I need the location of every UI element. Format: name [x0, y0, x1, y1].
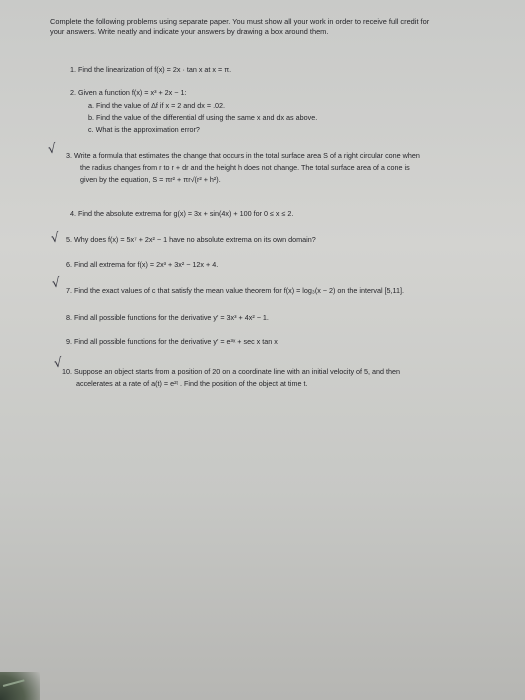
- problem-10-line-1: 10. Suppose an object starts from a position of 20 on a coordinate line with an initial velocity of 5, and then: [62, 367, 401, 376]
- checkmark-10: √: [52, 355, 64, 372]
- problem-5: 5. Why does f(x) = 5x⁷ + 2x² − 1 have no absolute extrema on its own domain?: [66, 235, 316, 244]
- problem-1: 1. Find the linearization of f(x) = 2x · tan x at x = π.: [70, 65, 232, 74]
- problem-3-line-1: 3. Write a formula that estimates the change that occurs in the total surface area S of a right circular cone when: [66, 151, 420, 160]
- problem-3-line-3: given by the equation, S = πr² + πr√(r² + h²).: [80, 175, 221, 184]
- problem-2a: a. Find the value of Δf if x = 2 and dx = .02.: [88, 101, 226, 110]
- problem-7: 7. Find the exact values of c that satisfy the mean value theorem for f(x) = log₃(x − 2) on the interval [5,11].: [66, 286, 404, 295]
- problem-6: 6. Find all extrema for f(x) = 2x³ + 3x² − 12x + 4.: [66, 260, 219, 269]
- problem-2b: b. Find the value of the differential df using the same x and dx as above.: [88, 113, 318, 122]
- problem-10-line-2: accelerates at a rate of a(t) = e²ᵗ . Find the position of the object at time t.: [76, 379, 308, 388]
- problem-2c: c. What is the approximation error?: [88, 125, 200, 134]
- problem-8: 8. Find all possible functions for the derivative y′ = 3x³ + 4x² − 1.: [66, 313, 269, 322]
- checkmark-7: √: [50, 275, 62, 292]
- problem-2: 2. Given a function f(x) = x³ + 2x − 1:: [70, 88, 187, 97]
- problem-3-line-2: the radius changes from r to r + dr and the height h does not change. The total surface area of a cone is: [80, 163, 410, 172]
- problem-4: 4. Find the absolute extrema for g(x) = 3x + sin(4x) + 100 for 0 ≤ x ≤ 2.: [70, 209, 294, 218]
- instructions-line-1: Complete the following problems using separate paper. You must show all your work in order to receive full credit for: [50, 17, 430, 26]
- checkmark-3: √: [46, 141, 58, 158]
- problem-9: 9. Find all possible functions for the derivative y′ = e³ˣ + sec x tan x: [66, 337, 278, 346]
- instructions-line-2: your answers. Write neatly and indicate your answers by drawing a box around them.: [50, 27, 329, 36]
- checkmark-5: √: [49, 230, 61, 247]
